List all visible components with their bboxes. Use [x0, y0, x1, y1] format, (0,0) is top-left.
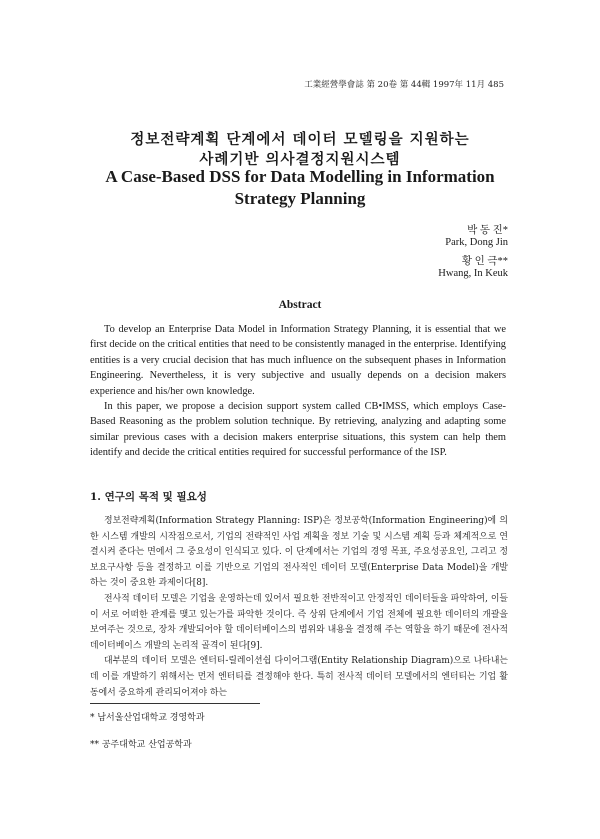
- author-1-english-name: Park, Dong Jin: [445, 237, 508, 248]
- body-paragraph: 전사적 데이터 모델은 기업을 운영하는데 있어서 필요한 전반적이고 안정적인 데이터들을 파악하여, 이들이 서로 어떠한 관계를 맺고 있는가를 파악한 것이다. 즉 상위 단계에서 기업 전체에 필요한 데이터의 개괄을 보여주는 것으로, 장차 개발되어야 할 데이터베이스의 범위와 내용을 결정해 주는 역할을 하기 때문에 전사적 데이터베이스 개발의 논리적 골격이 된다[9].: [90, 593, 508, 651]
- footnote-2: ** 공주대학교 산업공학과: [90, 740, 192, 750]
- journal-header: 工業經營學會誌 第 20卷 第 44輯 1997年 11月 485: [304, 80, 504, 90]
- korean-title-line-1: 정보전략계획 단계에서 데이터 모델링을 지원하는: [130, 131, 470, 148]
- abstract-body: [90, 322, 506, 461]
- footnote-divider: [90, 703, 260, 704]
- author-2-korean-name: 황 인 극**: [461, 256, 508, 267]
- author-2-english-name: Hwang, In Keuk: [438, 268, 508, 279]
- section-heading: 1. 연구의 목적 및 필요성: [90, 491, 207, 503]
- english-title-line-2: Strategy Planning: [234, 189, 366, 208]
- abstract-paragraph: To develop an Enterprise Data Model in Information Strategy Planning, it is essential that we first decide on the critical entities that need to be consistently managed in the enterprise. Identifying entities is a very crucial decision that has much influence on the subsequent phases in Information Engineering. Nevertheless, it is very subjective and usually depends on a decision makers experience and his/her own knowledge.: [90, 324, 506, 397]
- abstract-heading: Abstract: [278, 299, 322, 311]
- section-body: [90, 514, 508, 701]
- body-paragraph: 정보전략계획(Information Strategy Planning: ISP)은 정보공학(Information Engineering)에 의한 시스템 개발의 시작점으로서, 기업의 전략적인 사업 계획을 정보 기술 및 시스템 계획 등과 체계적으로 연결시켜 준다는 면에서 그 중요성이 인식되고 있다. 이 단계에서는 기업의 경영 목표, 주요성공요인, 그리고 정보요구사항 등을 결정하고 이를 기반으로 기업의 전사적인 데이터 모델(Enterprise Data Model)을 개발하는 것이 중요한 과제이다[8].: [90, 516, 508, 589]
- korean-title-line-2: 사례기반 의사결정지원시스템: [199, 151, 401, 168]
- footnote-1: * 남서울산업대학교 경영학과: [90, 713, 205, 723]
- abstract-paragraph: In this paper, we propose a decision support system called CB•IMSS, which employs Case-Based Reasoning as the problem solution technique. By retrieving, analyzing and adapting some similar previous cases with a decision makers enterprise situations, this system can help them identify and decide the critical entities required for successful performance of the ISP.: [90, 401, 506, 459]
- english-title-line-1: A Case-Based DSS for Data Modelling in Information: [105, 167, 495, 186]
- body-paragraph: 대부분의 데이터 모델은 엔터티-릴레이션쉽 다이어그램(Entity Relationship Diagram)으로 나타내는데 이를 개발하기 위해서는 먼저 엔터티를 결정해야 한다. 특히 전사적 데이터 모델에서의 엔터티는 기업 활동에서 중요하게 관리되어져야 하는: [90, 656, 508, 698]
- author-1-korean-name: 박 동 진*: [467, 225, 508, 236]
